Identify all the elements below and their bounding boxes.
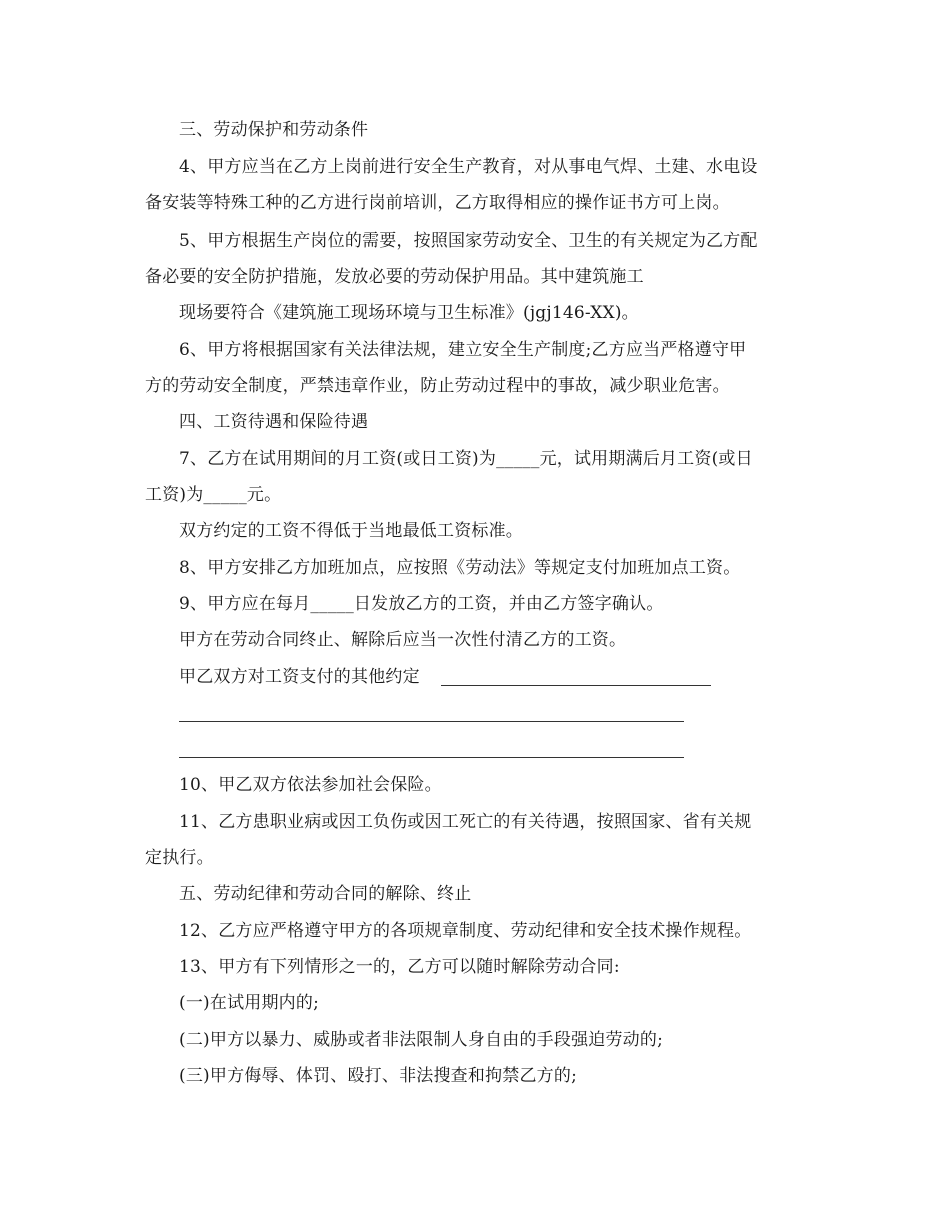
other-agreement-blank-2: [179, 721, 684, 722]
paragraph-item-11-line-2: 定执行。: [145, 848, 214, 868]
paragraph-item-5-line-1: 5、甲方根据生产岗位的需要，按照国家劳动安全、卫生的有关规定为乙方配: [179, 231, 758, 251]
other-agreement-label: 甲乙双方对工资支付的其他约定: [179, 667, 420, 687]
paragraph-item-8: 8、甲方安排乙方加班加点，应按照《劳动法》等规定支付加班加点工资。: [179, 558, 741, 578]
paragraph-item-4-line-1: 4、甲方应当在乙方上岗前进行安全生产教育，对从事电气焊、土建、水电设: [179, 157, 758, 177]
paragraph-item-7-line-3: 双方约定的工资不得低于当地最低工资标准。: [179, 521, 523, 541]
paragraph-item-7-line-1: 7、乙方在试用期间的月工资(或日工资)为_____元，试用期满后月工资(或日: [179, 449, 753, 469]
paragraph-item-13: 13、甲方有下列情形之一的，乙方可以随时解除劳动合同:: [179, 957, 620, 977]
paragraph-item-5-line-2: 备必要的安全防护措施，发放必要的劳动保护用品。其中建筑施工: [145, 267, 644, 287]
paragraph-item-9-line-1: 9、甲方应在每月_____日发放乙方的工资，并由乙方签字确认。: [179, 594, 664, 614]
paragraph-item-9-line-2: 甲方在劳动合同终止、解除后应当一次性付清乙方的工资。: [179, 630, 627, 650]
paragraph-item-7-line-2: 工资)为_____元。: [145, 485, 282, 505]
paragraph-item-5-line-3: 现场要符合《建筑施工现场环境与卫生标准》(jgj146-XX)。: [179, 303, 639, 323]
section-heading-5: 五、劳动纪律和劳动合同的解除、终止: [179, 884, 472, 904]
other-agreement-blank-3: [179, 757, 684, 758]
list-item-13-1: (一)在试用期内的;: [179, 993, 319, 1013]
section-heading-3: 三、劳动保护和劳动条件: [179, 120, 369, 140]
paragraph-item-6-line-2: 方的劳动安全制度，严禁违章作业，防止劳动过程中的事故，减少职业危害。: [145, 376, 730, 396]
list-item-13-3: (三)甲方侮辱、体罚、殴打、非法搜查和拘禁乙方的;: [179, 1066, 577, 1086]
paragraph-item-4-line-2: 备安装等特殊工种的乙方进行岗前培训，乙方取得相应的操作证书方可上岗。: [145, 193, 730, 213]
paragraph-item-11-line-1: 11、乙方患职业病或因工负伤或因工死亡的有关待遇，按照国家、省有关规: [179, 812, 752, 832]
section-heading-4: 四、工资待遇和保险待遇: [179, 412, 369, 432]
other-agreement-blank-1: [441, 685, 711, 686]
paragraph-item-6-line-1: 6、甲方将根据国家有关法律法规，建立安全生产制度;乙方应当严格遵守甲: [179, 340, 747, 360]
paragraph-item-12: 12、乙方应严格遵守甲方的各项规章制度、劳动纪律和安全技术操作规程。: [179, 921, 752, 941]
list-item-13-2: (二)甲方以暴力、威胁或者非法限制人身自由的手段强迫劳动的;: [179, 1030, 663, 1050]
paragraph-item-10: 10、甲乙双方依法参加社会保险。: [179, 775, 442, 795]
